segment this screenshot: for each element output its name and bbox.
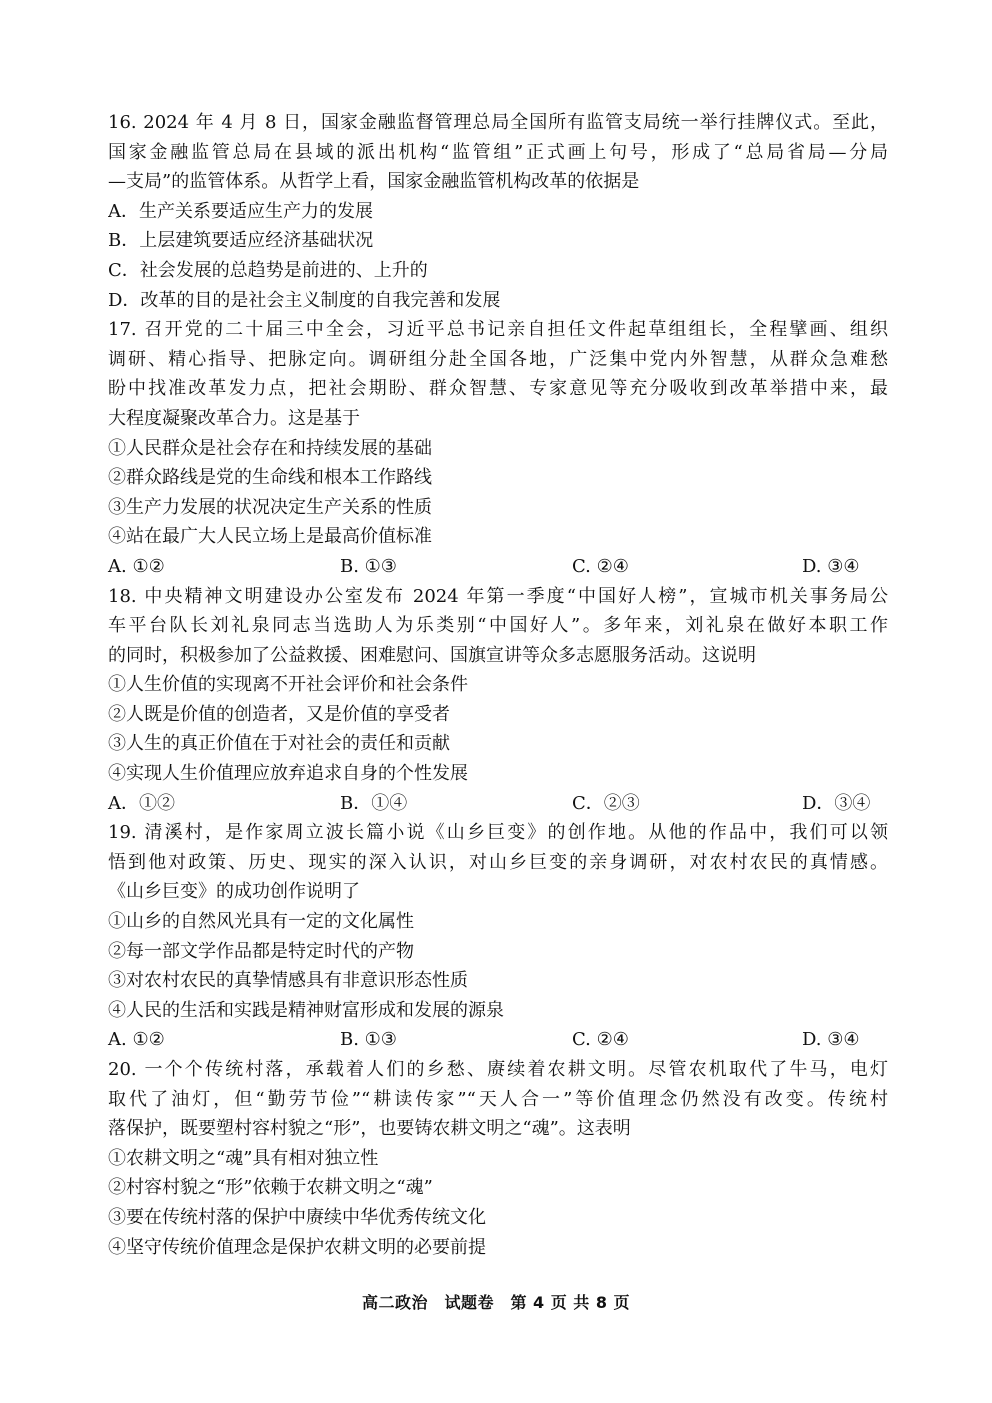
question-19 [108, 818, 888, 1055]
question-stem-line: 国家金融监管总局在县域的派出机构“监管组”正式画上句号，形成了“总局省局—分局 [108, 141, 888, 163]
answer-choice-b: B．上层建筑要适应经济基础状况 [108, 230, 374, 252]
statement-4: ④人民的生活和实践是精神财富形成和发展的源泉 [108, 999, 504, 1021]
question-20 [108, 1055, 888, 1262]
option-c: C. ②④ [572, 1029, 629, 1051]
question-stem-line: 19. 清溪村，是作家周立波长篇小说《山乡巨变》的创作地。从他的作品中，我们可以领 [108, 822, 888, 844]
question-stem-line: 调研、精心指导、把脉定向。调研组分赴全国各地，广泛集中党内外智慧，从群众急难愁 [108, 348, 888, 370]
question-16 [108, 108, 888, 315]
answer-choice-a: A．生产关系要适应生产力的发展 [108, 200, 373, 222]
answer-options [108, 1025, 888, 1055]
question-stem-line: 大程度凝聚改革合力。这是基于 [108, 407, 360, 429]
question-18 [108, 582, 888, 819]
statement-4: ④实现人生价值理应放弃追求自身的个性发展 [108, 763, 468, 785]
option-b: B．①④ [340, 792, 408, 814]
option-b: B. ①③ [340, 555, 397, 577]
statement-1: ①人民群众是社会存在和持续发展的基础 [108, 437, 432, 459]
option-c: C. ②④ [572, 555, 629, 577]
statement-4: ④站在最广大人民立场上是最高价值标准 [108, 526, 432, 548]
statement-3: ③要在传统村落的保护中赓续中华优秀传统文化 [108, 1206, 486, 1228]
question-stem-line: 的同时，积极参加了公益救援、困难慰问、国旗宣讲等众多志愿服务活动。这说明 [108, 644, 756, 666]
option-a: A. ①② [108, 1029, 165, 1051]
statement-1: ①山乡的自然风光具有一定的文化属性 [108, 911, 414, 933]
answer-choice-d: D．改革的目的是社会主义制度的自我完善和发展 [108, 289, 501, 311]
statement-1: ①人生价值的实现离不开社会评价和社会条件 [108, 674, 468, 696]
question-stem-line: 落保护，既要塑村容村貌之“形”，也要铸农耕文明之“魂”。这表明 [108, 1118, 631, 1140]
option-a: A．①② [108, 792, 175, 814]
statement-3: ③对农村农民的真挚情感具有非意识形态性质 [108, 970, 468, 992]
statement-2: ②人既是价值的创造者，又是价值的享受者 [108, 703, 450, 725]
question-stem-line: 悟到他对政策、历史、现实的深入认识，对山乡巨变的亲身调研，对农村农民的真情感。 [108, 851, 888, 873]
page-footer: 高二政治 试题卷 第 4 页 共 8 页 [361, 1293, 631, 1312]
statement-2: ②村容村貌之“形”依赖于农耕文明之“魂” [108, 1177, 433, 1199]
answer-options [108, 552, 888, 582]
statement-2: ②群众路线是党的生命线和根本工作路线 [108, 467, 432, 489]
option-d: D. ③④ [802, 1029, 860, 1051]
question-stem-line: 20. 一个个传统村落，承载着人们的乡愁、赓续着农耕文明。尽管农机取代了牛马，电灯 [108, 1059, 888, 1080]
question-stem-line: 车平台队长刘礼泉同志当选助人为乐类别“中国好人”。多年来，刘礼泉在做好本职工作 [108, 615, 888, 637]
question-stem-line: 《山乡巨变》的成功创作说明了 [108, 881, 360, 903]
statement-4: ④坚守传统价值理念是保护农耕文明的必要前提 [108, 1236, 486, 1258]
option-c: C．②③ [572, 792, 640, 814]
option-d: D．③④ [802, 792, 871, 814]
question-stem-line: 取代了油灯，但“勤劳节俭”“耕读传家”“天人合一”等价值理念仍然没有改变。传统村 [108, 1088, 888, 1110]
answer-choice-c: C．社会发展的总趋势是前进的、上升的 [108, 259, 428, 281]
option-b: B. ①③ [340, 1029, 397, 1051]
statement-3: ③人生的真正价值在于对社会的责任和贡献 [108, 733, 450, 755]
question-17 [108, 315, 888, 581]
question-stem-line: 盼中找准改革发力点，把社会期盼、群众智慧、专家意见等充分吸收到改革举措中来，最 [108, 378, 888, 400]
question-list [108, 108, 888, 1262]
option-a: A. ①② [108, 555, 165, 577]
statement-3: ③生产力发展的状况决定生产关系的性质 [108, 496, 432, 518]
answer-options [108, 789, 888, 819]
option-d: D. ③④ [802, 555, 860, 577]
question-stem-line: 16. 2024 年 4 月 8 日，国家金融监督管理总局全国所有监管支局统一举行挂牌仪式。至此， [108, 112, 888, 133]
question-stem-line: 18. 中央精神文明建设办公室发布 2024 年第一季度“中国好人榜”，宣城市机关事务局公 [108, 585, 888, 607]
statement-1: ①农耕文明之“魂”具有相对独立性 [108, 1147, 379, 1169]
question-stem-line: 17. 召开党的二十届三中全会，习近平总书记亲自担任文件起草组组长，全程擘画、组织 [108, 319, 888, 341]
question-stem-line: —支局”的监管体系。从哲学上看，国家金融监管机构改革的依据是 [108, 171, 640, 193]
statement-2: ②每一部文学作品都是特定时代的产物 [108, 940, 414, 962]
